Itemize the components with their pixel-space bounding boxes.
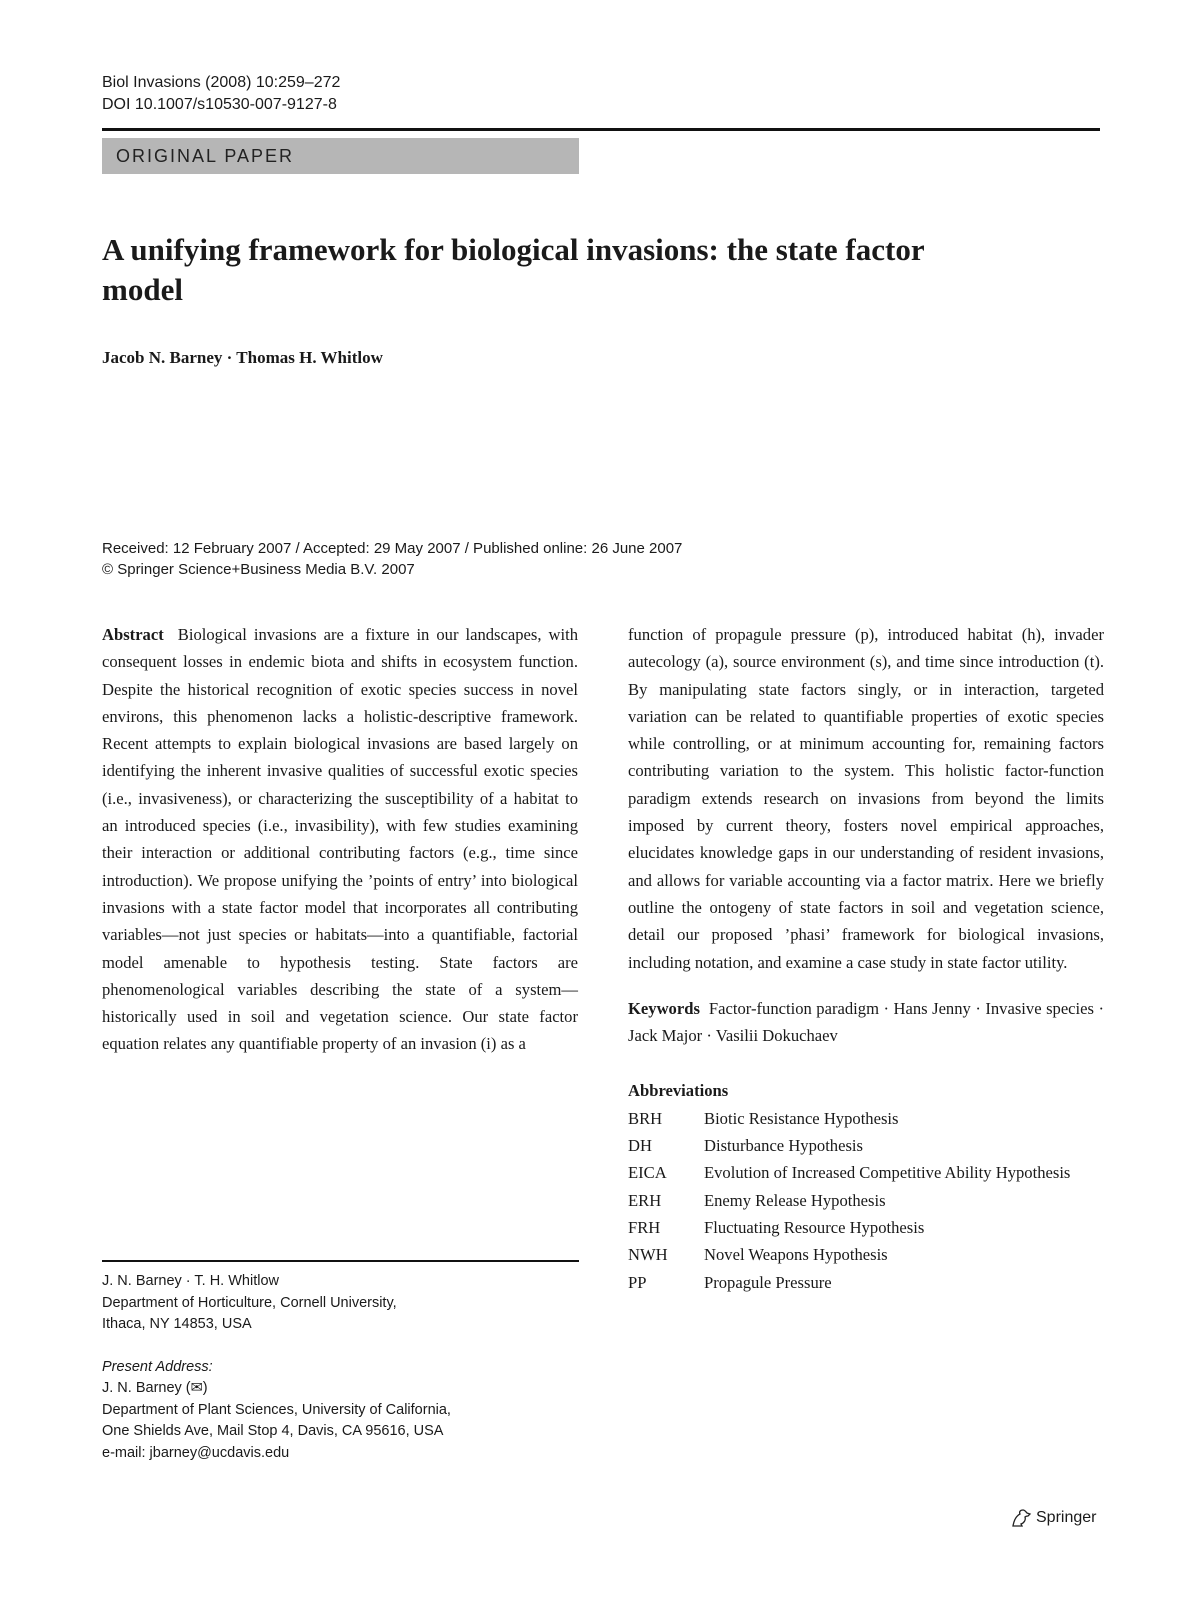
keywords-heading: Keywords [628, 998, 700, 1018]
publisher-logo [1010, 1508, 1096, 1528]
abbreviations-heading: Abbreviations [628, 1081, 729, 1101]
date-history: Received: 12 February 2007 / Accepted: 29 May 2007 / Published online: 26 June 2007 [102, 540, 683, 557]
authors: Jacob N. Barney · Thomas H. Whitlow [102, 348, 383, 367]
springer-horse-icon [1010, 1508, 1032, 1528]
present-address-label: Present Address: [102, 1358, 213, 1375]
abbreviations-table [628, 1105, 1070, 1296]
abstract-right-column [628, 621, 1104, 1296]
abbreviation-meaning: Biotic Resistance Hypothesis [704, 1108, 899, 1128]
abbreviation-key: FRH [628, 1217, 661, 1237]
publisher-name: Springer [1036, 1509, 1097, 1526]
abbreviation-key: DH [628, 1136, 652, 1156]
abbreviation-meaning: Disturbance Hypothesis [704, 1136, 863, 1156]
abbreviation-key: BRH [628, 1108, 663, 1128]
abstract-heading: Abstract [102, 625, 164, 644]
corresponding-author: J. N. Barney (✉) [102, 1380, 208, 1396]
journal-header [102, 72, 340, 116]
abbreviation-meaning: Propagule Pressure [704, 1272, 832, 1292]
affil-names: J. N. Barney · T. H. Whitlow [102, 1273, 279, 1289]
journal-citation: Biol Invasions (2008) 10:259–272 [102, 74, 341, 91]
abbreviation-key: ERH [628, 1190, 662, 1210]
abbreviation-row [628, 1105, 1070, 1132]
abbreviation-meaning: Fluctuating Resource Hypothesis [704, 1217, 925, 1237]
keywords-block [628, 995, 1104, 1050]
affil-email[interactable]: e-mail: jbarney@ucdavis.edu [102, 1444, 290, 1461]
abbreviation-meaning: Evolution of Increased Competitive Ability Hypothesis [704, 1163, 1071, 1183]
abstract-text-part2: function of propagule pressure (p), introduced habitat (h), invader autecology (a), source environment (s), and time since introduction (t). By manipulating state factors singly, or in interaction, targeted variation can be related to quantifiable properties of exotic species while controlling, or at minimum accounting for, remaining factors contributing variation to the system. This holistic factor-function paradigm extends research on invasions from beyond the limits imposed by current theory, fosters novel empirical approaches, elucidates knowledge gaps in our understanding of resident invasions, and allows for variable accounting via a factor matrix. Here we briefly outline the ontogeny of state factors in soil and vegetation science, detail our proposed ’phasi’ framework for biological invasions, including notation, and examine a case study in state factor utility. [628, 625, 1104, 972]
abbreviation-row [628, 1214, 1070, 1241]
footnote-rule [102, 1260, 579, 1262]
abbreviation-meaning: Enemy Release Hypothesis [704, 1190, 886, 1210]
paper-title: A unifying framework for biological invasions: the state factor model [102, 232, 925, 307]
copyright: © Springer Science+Business Media B.V. 2007 [102, 561, 415, 578]
affil-address2: One Shields Ave, Mail Stop 4, Davis, CA 95616, USA [102, 1423, 444, 1439]
keywords-text: Factor-function paradigm · Hans Jenny · Invasive species · Jack Major · Vasilii Dokuchaev [628, 998, 1105, 1046]
article-type-banner: ORIGINAL PAPER [102, 138, 579, 174]
abbreviation-row [628, 1241, 1070, 1268]
abbreviation-key: EICA [628, 1163, 667, 1183]
affil-dept1: Department of Horticulture, Cornell University, [102, 1294, 397, 1311]
doi: DOI 10.1007/s10530-007-9127-8 [102, 96, 337, 113]
abbreviation-row [628, 1187, 1070, 1214]
abbreviation-key: NWH [628, 1245, 668, 1265]
affiliation-block [102, 1271, 578, 1464]
abstract-text-part1: Biological invasions are a fixture in our landscapes, with consequent losses in endemic biota and shifts in ecosystem function. Despite the historical recognition of exotic species success in novel environs, this phenomenon lacks a holistic-descriptive framework. Recent attempts to explain biological invasions are based largely on identifying the inherent invasive qualities of successful exotic species (i.e., invasiveness), or characterizing the susceptibility of a habitat to an introduced species (i.e., invasibility), with few studies examining their interaction or additional contributing factors (e.g., time since introduction). We propose unifying the ’points of entry’ into biological invasions with a state factor model that incorporates all contributing variables—not just species or habitats—into a quantifiable, factorial model amenable to hypothesis testing. State factors are phenomenological variables describing the state of a system—historically used in soil and vegetation science. Our state factor equation relates any quantifiable property of an invasion (i) as a [102, 625, 579, 1054]
abbreviation-key: PP [628, 1272, 647, 1292]
abbreviation-row [628, 1132, 1070, 1159]
affil-city1: Ithaca, NY 14853, USA [102, 1316, 252, 1332]
publication-dates [102, 538, 682, 580]
abbreviation-row [628, 1269, 1070, 1296]
affil-dept2: Department of Plant Sciences, University of California, [102, 1401, 451, 1418]
header-rule [102, 128, 1100, 131]
abbreviation-row [628, 1159, 1070, 1186]
abbreviation-meaning: Novel Weapons Hypothesis [704, 1245, 888, 1265]
abstract-left-column [102, 621, 578, 1058]
